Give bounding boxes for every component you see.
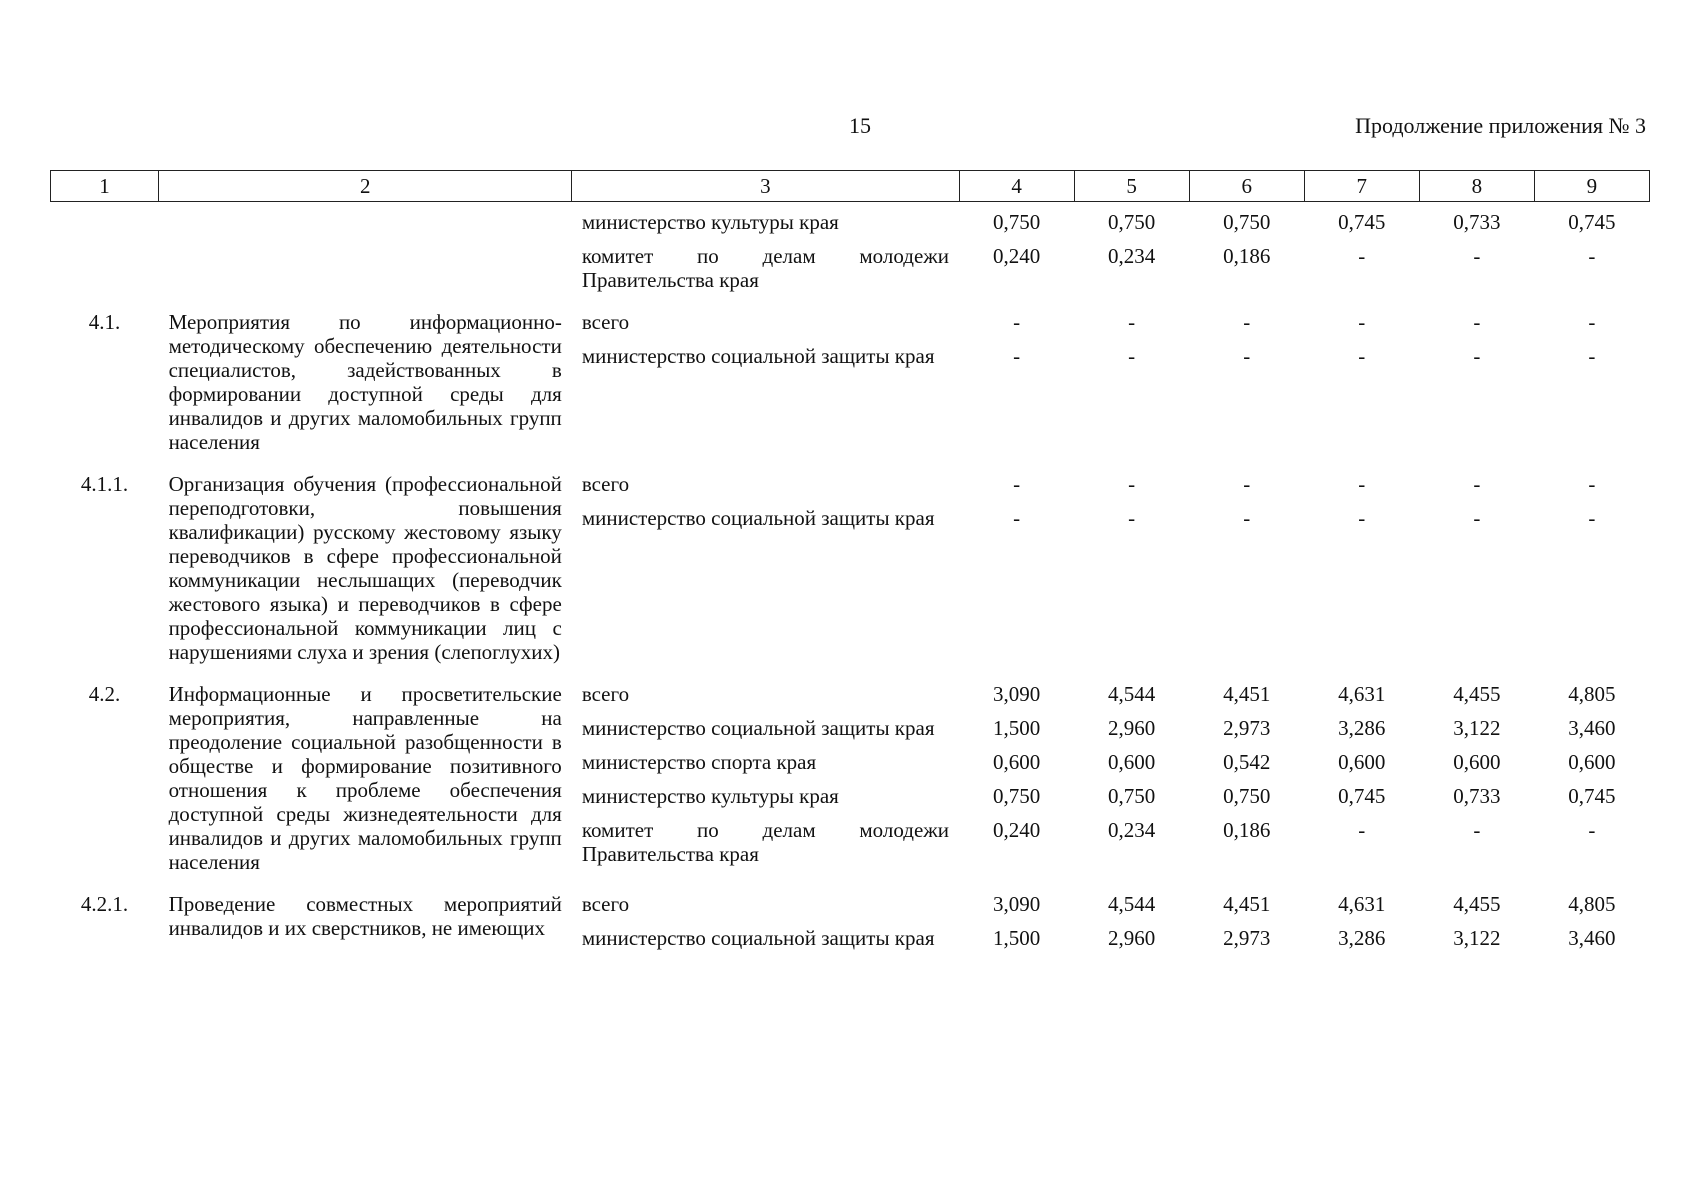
table-row xyxy=(51,292,1650,454)
amount-value: 4,455 xyxy=(1453,892,1501,916)
amount-value: 0,542 xyxy=(1223,750,1271,774)
amount-value: - xyxy=(1013,344,1021,368)
amount-value: 0,234 xyxy=(1108,818,1156,842)
row-number: 4.2. xyxy=(88,682,121,706)
amount-value: 0,600 xyxy=(1568,750,1616,774)
amount-value: - xyxy=(1128,472,1136,496)
amount-value: 0,600 xyxy=(1453,750,1501,774)
measure-name: Организация обучения (профессиональной переподготовки, повышения квалификации) русскому жестовому языку переводчиков в сфере профессиональной коммуникации неслышащих (переводчик жестового языка) и переводчиков в сфере профессиональной коммуникации лиц с нарушениями слуха и зрения (слепоглухих) xyxy=(168,472,562,664)
amount-value: 3,460 xyxy=(1568,716,1616,740)
amount-value: - xyxy=(1243,506,1251,530)
row-number: 4.2.1. xyxy=(80,892,129,916)
value-cell-col-5 xyxy=(1074,664,1189,874)
amount-value: 2,973 xyxy=(1223,926,1271,950)
executor-name: всего xyxy=(581,682,630,706)
amount-value: 0,750 xyxy=(1223,210,1271,234)
amount-value: 2,973 xyxy=(1223,716,1271,740)
amount-value: - xyxy=(1588,818,1596,842)
value-cell-col-9 xyxy=(1534,874,1649,950)
amount-value: - xyxy=(1243,472,1251,496)
executor-name: комитет по делам молодежи Правительства края xyxy=(581,244,950,292)
row-number: 4.1. xyxy=(88,310,121,334)
amount-value: 0,745 xyxy=(1568,784,1616,808)
executor-name: министерство социальной защиты края xyxy=(581,926,935,950)
amount-value: - xyxy=(1473,818,1481,842)
value-cell-col-5 xyxy=(1074,202,1189,293)
amount-value: - xyxy=(1473,244,1481,268)
amount-value: 3,286 xyxy=(1338,926,1386,950)
amount-value: - xyxy=(1243,310,1251,334)
page-number: 15 xyxy=(849,113,871,138)
executor-name: министерство культуры края xyxy=(581,210,839,234)
value-cell-col-9 xyxy=(1534,664,1649,874)
measure-name: Мероприятия по информационно-методическому обеспечению деятельности специалистов, задействованных в формировании доступной среды для инвалидов и других маломобильных групп населения xyxy=(168,310,562,454)
table-row xyxy=(51,664,1650,874)
header-col-8: 8 xyxy=(1419,171,1534,202)
amount-value: - xyxy=(1473,472,1481,496)
amount-value: - xyxy=(1588,472,1596,496)
value-cell-col-6 xyxy=(1189,664,1304,874)
value-cell-col-9 xyxy=(1534,454,1649,664)
amount-value: - xyxy=(1358,506,1366,530)
value-cell-col-5 xyxy=(1074,874,1189,950)
amount-value: 0,186 xyxy=(1223,818,1271,842)
executor-name: комитет по делам молодежи Правительства края xyxy=(581,818,950,866)
amount-value: 0,745 xyxy=(1338,210,1386,234)
value-cell-col-8 xyxy=(1419,874,1534,950)
amount-value: 3,090 xyxy=(992,682,1041,706)
executor-name: министерство культуры края xyxy=(581,784,839,808)
value-cell-col-8 xyxy=(1419,454,1534,664)
value-cell-col-7 xyxy=(1304,202,1419,293)
executor-cell xyxy=(572,292,959,454)
table-row xyxy=(51,202,1650,293)
executor-cell xyxy=(572,874,959,950)
executor-name: министерство социальной защиты края xyxy=(581,344,935,368)
header-col-6: 6 xyxy=(1189,171,1304,202)
amount-value: 0,745 xyxy=(1568,210,1616,234)
executor-name: министерство спорта края xyxy=(581,750,817,774)
table-row xyxy=(51,454,1650,664)
measure-name: Информационные и просветительские мероприятия, направленные на преодоление социальной разобщенности в обществе и формирование позитивного отношения к проблеме обеспечения доступной среды жизнедеятельности для инвалидов и других маломобильных групп населения xyxy=(168,682,562,874)
value-cell-col-4 xyxy=(959,664,1074,874)
value-cell-col-7 xyxy=(1304,664,1419,874)
amount-value: 0,234 xyxy=(1108,244,1156,268)
value-cell-col-5 xyxy=(1074,292,1189,454)
value-cell-col-6 xyxy=(1189,874,1304,950)
value-cell-col-4 xyxy=(959,874,1074,950)
value-cell-col-4 xyxy=(959,292,1074,454)
amount-value: - xyxy=(1588,506,1596,530)
amount-value: 3,090 xyxy=(992,892,1041,916)
amount-value: 0,733 xyxy=(1453,784,1501,808)
amount-value: 0,186 xyxy=(1223,244,1271,268)
amount-value: 3,122 xyxy=(1453,926,1501,950)
header-col-2: 2 xyxy=(159,171,572,202)
amount-value: - xyxy=(1128,506,1136,530)
executor-cell xyxy=(572,664,959,874)
table-header xyxy=(51,171,1650,202)
executor-name: всего xyxy=(581,472,630,496)
executor-name: всего xyxy=(581,892,630,916)
amount-value: 0,240 xyxy=(992,818,1041,842)
executor-name: министерство социальной защиты края xyxy=(581,716,935,740)
value-cell-col-7 xyxy=(1304,454,1419,664)
amount-value: - xyxy=(1013,310,1021,334)
executor-name: министерство социальной защиты края xyxy=(581,506,935,530)
row-number: 4.1.1. xyxy=(80,472,129,496)
amount-value: 4,544 xyxy=(1108,682,1156,706)
amount-value: 1,500 xyxy=(992,926,1041,950)
value-cell-col-4 xyxy=(959,202,1074,293)
amount-value: 0,745 xyxy=(1338,784,1386,808)
amount-value: 4,805 xyxy=(1568,682,1616,706)
value-cell-col-6 xyxy=(1189,454,1304,664)
amount-value: 4,631 xyxy=(1338,682,1386,706)
budget-table xyxy=(50,170,1650,950)
amount-value: 0,750 xyxy=(1108,784,1156,808)
amount-value: 1,500 xyxy=(992,716,1041,740)
amount-value: 4,805 xyxy=(1568,892,1616,916)
amount-value: 0,750 xyxy=(1223,784,1271,808)
appendix-continuation-label: Продолжение приложения № 3 xyxy=(1355,113,1646,138)
measure-name xyxy=(159,202,572,293)
amount-value: 4,631 xyxy=(1338,892,1386,916)
amount-value: - xyxy=(1358,244,1366,268)
amount-value: 0,600 xyxy=(1108,750,1156,774)
amount-value: - xyxy=(1588,344,1596,368)
amount-value: - xyxy=(1128,344,1136,368)
value-cell-col-9 xyxy=(1534,292,1649,454)
amount-value: 0,600 xyxy=(992,750,1041,774)
amount-value: 0,240 xyxy=(992,244,1041,268)
row-number xyxy=(51,202,159,293)
amount-value: - xyxy=(1013,472,1021,496)
value-cell-col-9 xyxy=(1534,202,1649,293)
amount-value: 4,451 xyxy=(1223,682,1271,706)
amount-value: 0,600 xyxy=(1338,750,1386,774)
value-cell-col-8 xyxy=(1419,202,1534,293)
amount-value: 0,750 xyxy=(992,784,1041,808)
header-col-4: 4 xyxy=(959,171,1074,202)
amount-value: 2,960 xyxy=(1108,716,1156,740)
amount-value: 4,451 xyxy=(1223,892,1271,916)
amount-value: - xyxy=(1358,310,1366,334)
value-cell-col-5 xyxy=(1074,454,1189,664)
amount-value: - xyxy=(1473,506,1481,530)
amount-value: - xyxy=(1473,344,1481,368)
header-col-5: 5 xyxy=(1074,171,1189,202)
amount-value: - xyxy=(1588,244,1596,268)
amount-value: 0,733 xyxy=(1453,210,1501,234)
value-cell-col-8 xyxy=(1419,664,1534,874)
header-col-9: 9 xyxy=(1534,171,1649,202)
table-body xyxy=(51,202,1650,951)
value-cell-col-6 xyxy=(1189,292,1304,454)
amount-value: 3,286 xyxy=(1338,716,1386,740)
measure-name: Проведение совместных мероприятий инвалидов и их сверстников, не имеющих xyxy=(168,892,562,940)
amount-value: - xyxy=(1473,310,1481,334)
value-cell-col-6 xyxy=(1189,202,1304,293)
amount-value: 4,544 xyxy=(1108,892,1156,916)
value-cell-col-7 xyxy=(1304,292,1419,454)
amount-value: - xyxy=(1358,344,1366,368)
amount-value: 2,960 xyxy=(1108,926,1156,950)
amount-value: - xyxy=(1128,310,1136,334)
amount-value: - xyxy=(1013,506,1021,530)
amount-value: 4,455 xyxy=(1453,682,1501,706)
amount-value: 3,122 xyxy=(1453,716,1501,740)
table-row xyxy=(51,874,1650,950)
value-cell-col-7 xyxy=(1304,874,1419,950)
amount-value: - xyxy=(1588,310,1596,334)
amount-value: 0,750 xyxy=(992,210,1041,234)
amount-value: - xyxy=(1358,818,1366,842)
header-col-7: 7 xyxy=(1304,171,1419,202)
amount-value: 3,460 xyxy=(1568,926,1616,950)
amount-value: - xyxy=(1243,344,1251,368)
value-cell-col-4 xyxy=(959,454,1074,664)
header-col-3: 3 xyxy=(572,171,959,202)
amount-value: - xyxy=(1358,472,1366,496)
executor-cell xyxy=(572,454,959,664)
executor-name: всего xyxy=(581,310,630,334)
amount-value: 0,750 xyxy=(1108,210,1156,234)
value-cell-col-8 xyxy=(1419,292,1534,454)
executor-cell xyxy=(572,202,959,293)
header-col-1: 1 xyxy=(51,171,159,202)
